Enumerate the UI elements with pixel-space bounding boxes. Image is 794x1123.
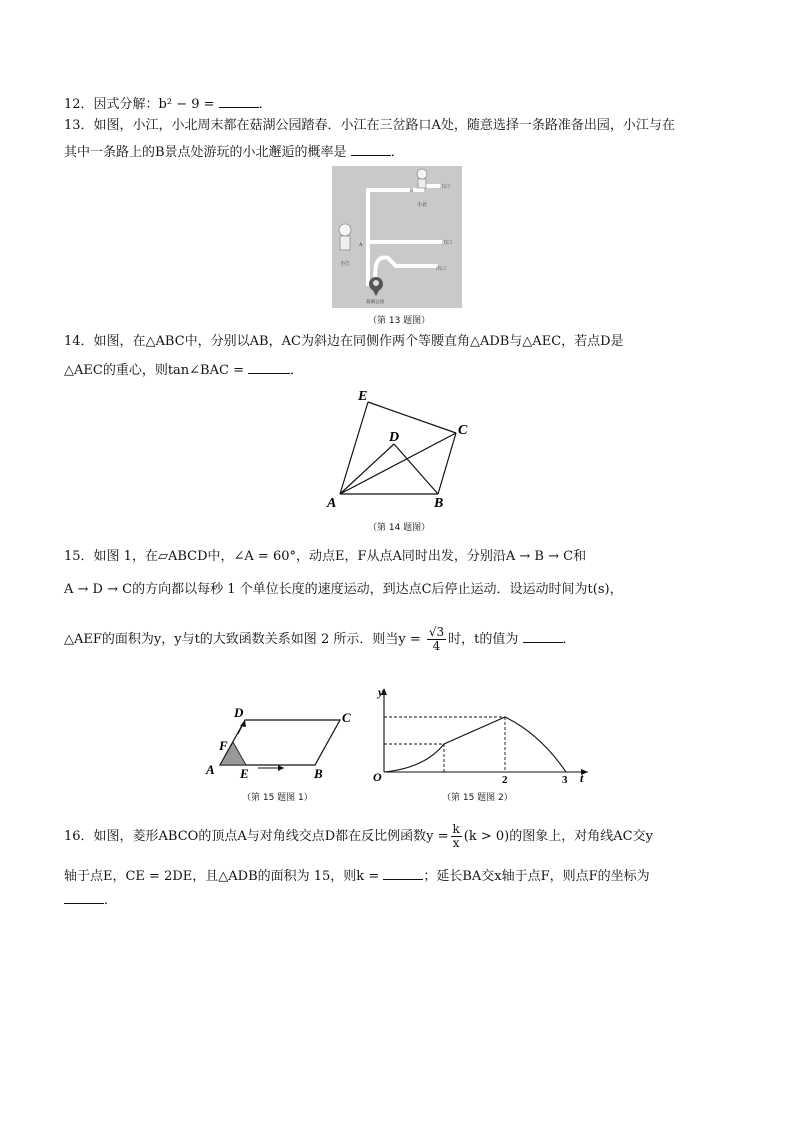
point-a-label: A	[359, 243, 363, 248]
q16-end: ．	[104, 893, 118, 908]
q14-number: 14．	[64, 334, 94, 349]
q15-line2-text: A → D → C的方向都以每秒 1 个单位长度的速度运动，到达点C后停止运动．设运动时间为t(s)，	[64, 582, 623, 597]
segment-ae	[340, 402, 368, 494]
q12-text: 因式分解：b² − 9 =	[93, 97, 215, 112]
q15-line3b-text: 时，t的值为	[448, 632, 519, 647]
q13-line-1	[64, 118, 675, 134]
q15-caption-2: （第 15 题图 2）	[442, 793, 513, 803]
q15-answer-blank[interactable]	[523, 629, 563, 643]
q16-line2-text: 轴于点E，CE = 2DE，且△ADB的面积为 15，则k =	[64, 869, 380, 884]
q15-line1-text: 如图 1，在▱ABCD中，∠A = 60°，动点E，F从点A同时出发，分别沿A → B → C和	[93, 549, 587, 564]
q15-caption-1: （第 15 题图 1）	[242, 793, 313, 803]
q12-answer-blank[interactable]	[219, 94, 259, 108]
fig2-label-y: y	[378, 685, 384, 699]
q14-end: ．	[290, 363, 304, 378]
q16-line2b-text: ；延长BA交x轴于点F，则点F的坐标为	[423, 869, 650, 884]
xiaojiang-label: 小江	[340, 262, 351, 267]
xiaobei-label: 小北	[417, 203, 428, 208]
q16-number: 16．	[64, 829, 94, 844]
exit-label-bottom: 出口	[436, 267, 447, 272]
label-d: D	[389, 430, 400, 445]
q13-line-2	[64, 142, 404, 161]
label-b: B	[434, 496, 444, 511]
q14-line-2	[64, 360, 303, 379]
fig1-label-e: E	[240, 766, 249, 781]
q15-line-1	[64, 549, 586, 565]
q16-answer-blank-k[interactable]	[383, 866, 423, 880]
q15-frac-num: √3	[428, 625, 445, 639]
exit-label-top: 出口	[440, 185, 451, 190]
fig2-tick-2: 2	[502, 774, 508, 786]
q16-line-2	[64, 866, 650, 885]
q13-answer-blank[interactable]	[351, 142, 391, 156]
q13-number: 13．	[64, 118, 94, 133]
q15-frac-den: 4	[432, 639, 441, 653]
question-12	[64, 94, 272, 113]
q15-graph-figure	[370, 684, 594, 788]
q14-line-1	[64, 334, 624, 350]
q13-caption: （第 13 题图）	[368, 316, 431, 326]
fig1-label-d: D	[234, 705, 244, 720]
q13-line2-text: 其中一条路上的B景点处游玩的小北邂逅的概率是	[64, 145, 347, 160]
q15-line-3	[64, 624, 576, 656]
function-curve	[384, 717, 566, 772]
park-label: 菇湖公园	[366, 299, 384, 304]
q14-answer-blank[interactable]	[248, 360, 290, 374]
q16-fraction	[451, 823, 462, 850]
exit-label-middle: 出口	[442, 241, 453, 246]
fig2-tick-3: 3	[562, 774, 568, 786]
point-b-label: B	[410, 189, 414, 194]
fig2-label-t: t	[580, 771, 584, 785]
q14-line2-text: △AEC的重心，则tan∠BAC =	[64, 363, 244, 378]
q16-line-3	[64, 890, 117, 909]
q15-parallelogram-figure	[200, 700, 370, 790]
q16-line1a-text: 如图，菱形ABCO的顶点A与对角线交点D都在反比例函数y =	[93, 829, 449, 844]
segment-ec	[368, 402, 456, 433]
q16-frac-num: k	[452, 822, 460, 836]
q15-line-2	[64, 582, 623, 598]
q16-answer-blank-f[interactable]	[64, 890, 104, 904]
label-a: A	[327, 496, 337, 511]
q16-line1b-text: (k > 0)的图象上，对角线AC交y	[463, 829, 653, 844]
q16-line-1	[64, 820, 653, 854]
label-e: E	[358, 389, 368, 404]
q15-end: ．	[562, 632, 576, 647]
q14-triangle-figure	[320, 386, 480, 516]
q16-frac-den: x	[452, 836, 460, 850]
label-c: C	[458, 423, 468, 438]
fig1-label-a: A	[206, 762, 215, 777]
segment-db	[394, 444, 438, 494]
q12-end: ．	[258, 97, 272, 112]
fig1-label-f: F	[219, 738, 228, 753]
q13-park-map-figure	[332, 166, 462, 308]
q14-line1-text: 如图，在△ABC中，分别以AB，AC为斜边在同侧作两个等腰直角△ADB与△AEC，若点D是	[93, 334, 624, 349]
q13-line1-text: 如图，小江，小北周末都在菇湖公园踏春．小江在三岔路口A处，随意选择一条路准备出园，小江与在	[93, 118, 675, 133]
q15-line3a-text: △AEF的面积为y，y与t的大致函数关系如图 2 所示．则当y =	[64, 632, 421, 647]
q15-number: 15．	[64, 549, 94, 564]
segment-cb	[438, 433, 456, 494]
fig2-label-o: O	[373, 770, 382, 784]
q14-caption: （第 14 题图）	[368, 523, 431, 533]
fig1-label-c: C	[342, 710, 351, 725]
q12-number: 12．	[64, 97, 94, 112]
fig1-label-b: B	[314, 766, 323, 781]
q15-fraction	[427, 626, 446, 653]
q13-end: ．	[390, 145, 404, 160]
